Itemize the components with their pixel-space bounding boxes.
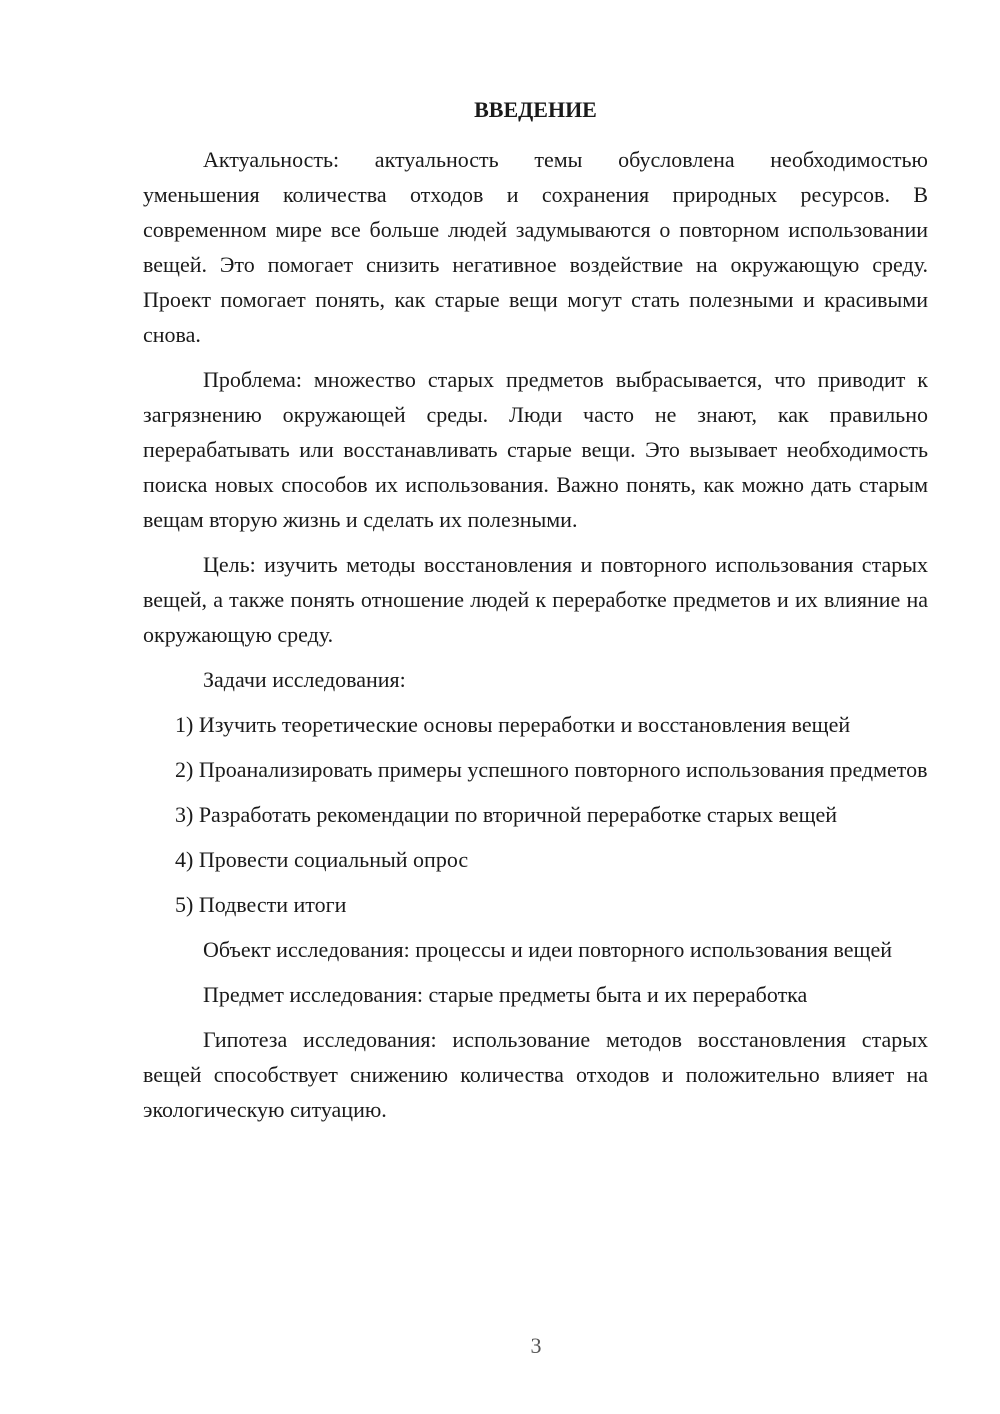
document-page: [143, 90, 928, 1137]
goal-paragraph: Цель: изучить методы восстановления и повторного использования старых вещей, а также понять отношение людей к переработке предметов и их влияние на окружающую среду.: [143, 552, 928, 647]
list-item: 3) Разработать рекомендации по вторичной переработке старых вещей: [175, 802, 838, 827]
tasks-heading: Задачи исследования:: [203, 667, 406, 692]
problem-paragraph: Проблема: множество старых предметов выбрасывается, что приводит к загрязнению окружающей среды. Люди часто не знают, как правильно перерабатывать или восстанавливать старые вещи. Это вызывает необходимость поиска новых способов их использования. Важно понять, как можно дать старым вещам вторую жизнь и сделать их полезными.: [143, 367, 928, 532]
page-number: 3: [530, 1333, 542, 1358]
hypothesis-paragraph: Гипотеза исследования: использование методов восстановления старых вещей способствует снижению количества отходов и положительно влияет на экологическую ситуацию.: [143, 1027, 928, 1122]
list-item: 4) Провести социальный опрос: [175, 847, 469, 872]
tasks-list: [143, 707, 928, 922]
section-title: ВВЕДЕНИЕ: [474, 97, 597, 122]
object-paragraph: Объект исследования: процессы и идеи повторного использования вещей: [203, 937, 893, 962]
list-item: 1) Изучить теоретические основы переработки и восстановления вещей: [175, 712, 851, 737]
subject-paragraph: Предмет исследования: старые предметы быта и их переработка: [203, 982, 808, 1007]
actuality-paragraph: Актуальность: актуальность темы обусловлена необходимостью уменьшения количества отходов и сохранения природных ресурсов. В современном мире все больше людей задумываются о повторном использовании вещей. Это помогает снизить негативное воздействие на окружающую среду. Проект помогает понять, как старые вещи могут стать полезными и красивыми снова.: [143, 147, 928, 347]
list-item: 2) Проанализировать примеры успешного повторного использования предметов: [175, 757, 928, 782]
list-item: 5) Подвести итоги: [175, 892, 347, 917]
